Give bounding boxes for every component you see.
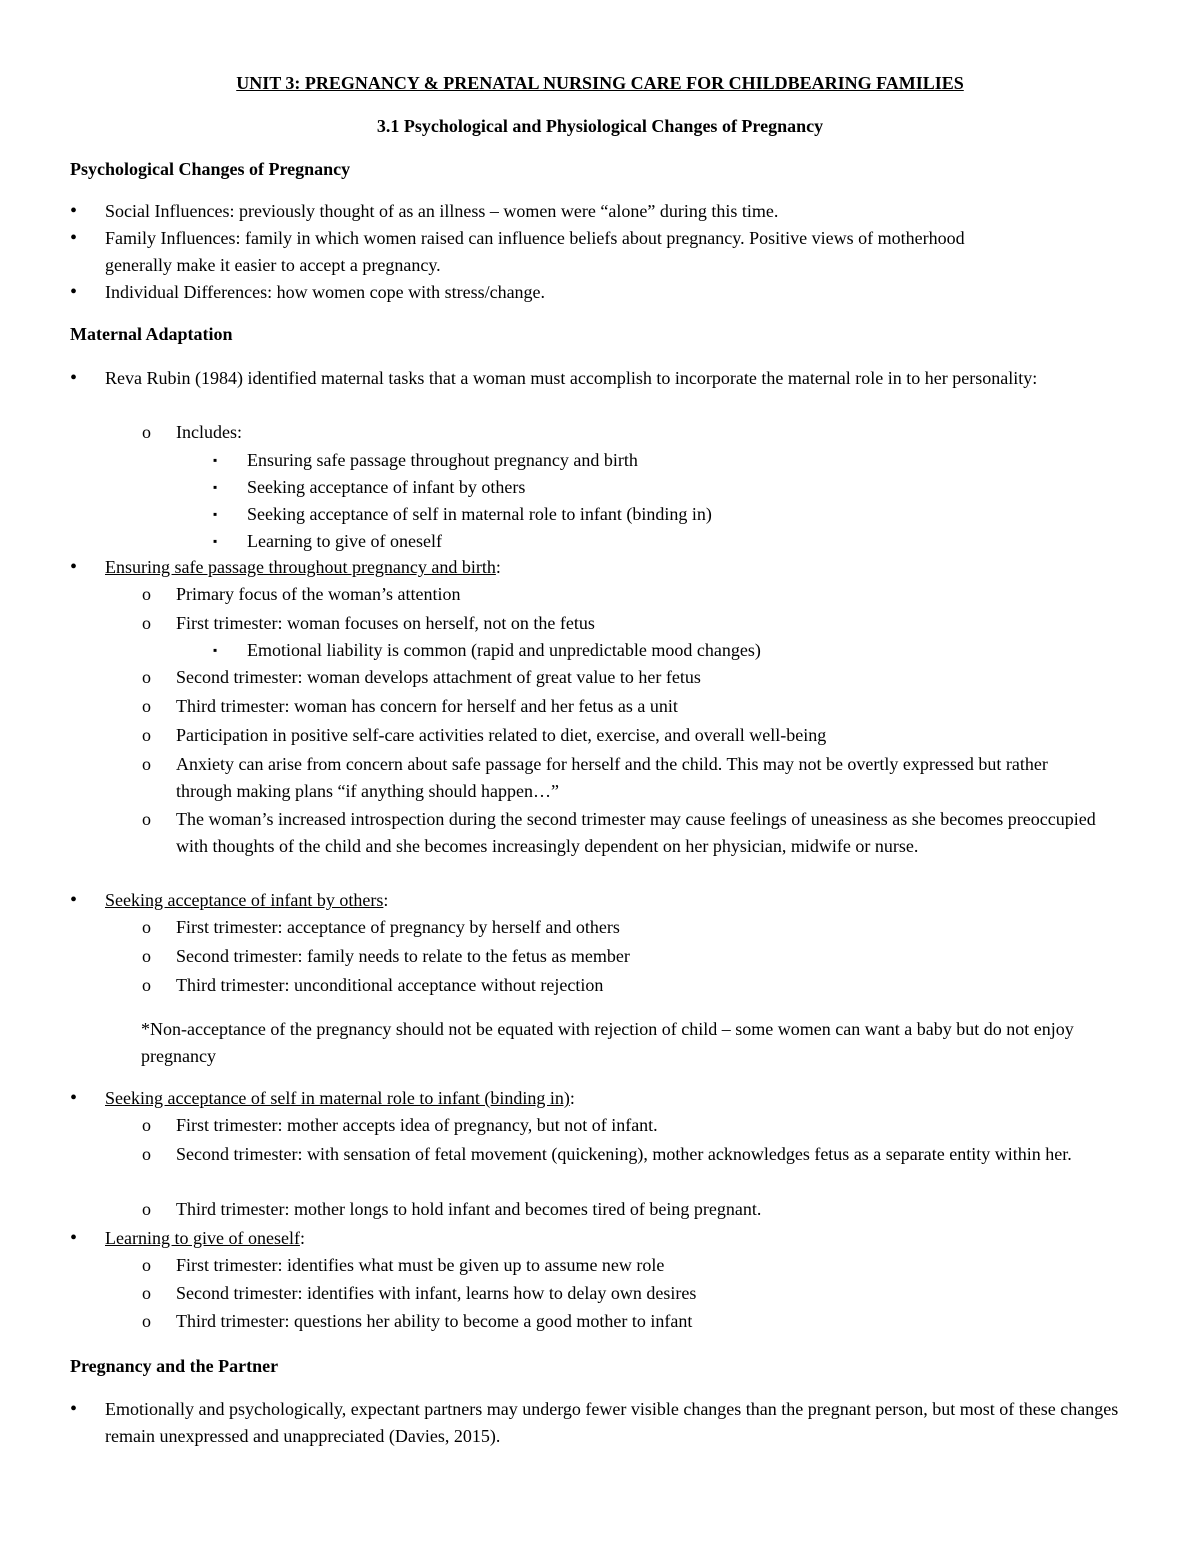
list-item: Social Influences: previously thought of as an illness – women were “alone” during this time.: [105, 201, 779, 221]
list-item: Ensuring safe passage throughout pregnancy and birth: [247, 450, 638, 470]
subheading-give-of-oneself: [105, 1225, 1135, 1252]
circle-bullet-icon: o: [142, 1283, 151, 1303]
bullet-icon: •: [70, 556, 78, 578]
list-item: First trimester: mother accepts idea of pregnancy, but not of infant.: [176, 1115, 658, 1135]
square-bullet-icon: ▪: [213, 480, 218, 494]
list-item: Third trimester: questions her ability to become a good mother to infant: [176, 1311, 693, 1331]
subheading-acceptance-of-infant: [105, 887, 1135, 914]
subheading-safe-passage-text: Ensuring safe passage throughout pregnancy and birth: [105, 557, 496, 577]
colon: :: [299, 1228, 305, 1248]
bullet-icon: •: [70, 367, 78, 389]
list-item: Seeking acceptance of self in maternal role to infant (binding in): [247, 504, 712, 524]
bullet-icon: •: [70, 200, 78, 222]
list-item: Third trimester: woman has concern for herself and her fetus as a unit: [176, 696, 678, 716]
square-bullet-icon: ▪: [213, 507, 218, 521]
list-item: Seeking acceptance of infant by others: [247, 477, 526, 497]
list-item: Includes:: [176, 422, 242, 442]
list-item: Learning to give of oneself: [247, 531, 442, 551]
list-item: Third trimester: unconditional acceptance without rejection: [176, 975, 604, 995]
list-item: Reva Rubin (1984) identified maternal tasks that a woman must accomplish to incorporate the maternal role in to her personality:: [105, 368, 1038, 388]
colon: :: [495, 557, 501, 577]
subheading-acceptance-of-infant-text: Seeking acceptance of infant by others: [105, 890, 384, 910]
list-item: Second trimester: with sensation of fetal movement (quickening), mother acknowledges fetus as a separate entity within her.: [176, 1144, 1072, 1164]
circle-bullet-icon: o: [142, 917, 151, 937]
circle-bullet-icon: o: [142, 613, 151, 633]
list-item: The woman’s increased introspection during the second trimester may cause feelings of uneasiness as she becomes preoccupied with thoughts of the child and she becomes increasingly dependent on her physician, midwife or nurse.: [176, 809, 1096, 856]
list-item: Emotional liability is common (rapid and unpredictable mood changes): [247, 640, 761, 660]
subheading-safe-passage: [105, 554, 1135, 581]
bullet-icon: •: [70, 1227, 78, 1249]
list-item: Participation in positive self-care activities related to diet, exercise, and overall well-being: [176, 725, 827, 745]
list-item: Primary focus of the woman’s attention: [176, 584, 461, 604]
square-bullet-icon: ▪: [213, 643, 218, 657]
circle-bullet-icon: o: [142, 809, 151, 829]
circle-bullet-icon: o: [142, 1311, 151, 1331]
circle-bullet-icon: o: [142, 946, 151, 966]
circle-bullet-icon: o: [142, 667, 151, 687]
subheading-binding-in: [105, 1085, 1135, 1112]
note-non-acceptance: *Non-acceptance of the pregnancy should not be equated with rejection of child – some women can want a baby but do not enjoy pregnancy: [141, 1019, 1074, 1066]
list-item: Emotionally and psychologically, expectant partners may undergo fewer visible changes than the pregnant person, but most of these changes remain unexpressed and unappreciated (Davies, 2015).: [105, 1399, 1119, 1446]
square-bullet-icon: ▪: [213, 534, 218, 548]
circle-bullet-icon: o: [142, 584, 151, 604]
list-item: Individual Differences: how women cope with stress/change.: [105, 282, 546, 302]
circle-bullet-icon: o: [142, 1199, 151, 1219]
list-item: Second trimester: woman develops attachment of great value to her fetus: [176, 667, 701, 687]
list-item: Anxiety can arise from concern about safe passage for herself and the child. This may not be overtly expressed but rather through making plans “if anything should happen…”: [176, 754, 1048, 801]
circle-bullet-icon: o: [142, 725, 151, 745]
list-item: First trimester: identifies what must be given up to assume new role: [176, 1255, 665, 1275]
list-item: Family Influences: family in which women raised can influence beliefs about pregnancy. Positive views of motherhood generally make it easier to accept a pregnancy.: [105, 228, 965, 275]
section-title: 3.1 Psychological and Physiological Changes of Pregnancy: [376, 116, 824, 136]
circle-bullet-icon: o: [142, 1255, 151, 1275]
bullet-icon: •: [70, 227, 78, 249]
colon: :: [569, 1088, 575, 1108]
bullet-icon: •: [70, 1398, 78, 1420]
square-bullet-icon: ▪: [213, 453, 218, 467]
circle-bullet-icon: o: [142, 754, 151, 774]
heading-pregnancy-and-partner: Pregnancy and the Partner: [70, 1356, 279, 1376]
bullet-icon: •: [70, 281, 78, 303]
subheading-binding-in-text: Seeking acceptance of self in maternal role to infant (binding in): [105, 1088, 570, 1108]
list-item: Second trimester: family needs to relate to the fetus as member: [176, 946, 630, 966]
circle-bullet-icon: o: [142, 422, 151, 442]
heading-psychological-changes: Psychological Changes of Pregnancy: [70, 159, 351, 179]
heading-maternal-adaptation: Maternal Adaptation: [70, 324, 233, 344]
circle-bullet-icon: o: [142, 975, 151, 995]
unit-title: UNIT 3: PREGNANCY & PRENATAL NURSING CARE FOR CHILDBEARING FAMILIES: [236, 73, 964, 93]
subheading-give-of-oneself-text: Learning to give of oneself: [105, 1228, 300, 1248]
circle-bullet-icon: o: [142, 1115, 151, 1135]
bullet-icon: •: [70, 889, 78, 911]
list-item: Third trimester: mother longs to hold infant and becomes tired of being pregnant.: [176, 1199, 762, 1219]
circle-bullet-icon: o: [142, 1144, 151, 1164]
list-item: First trimester: acceptance of pregnancy by herself and others: [176, 917, 620, 937]
colon: :: [383, 890, 389, 910]
list-item: First trimester: woman focuses on herself, not on the fetus: [176, 613, 595, 633]
bullet-icon: •: [70, 1087, 78, 1109]
list-item: Second trimester: identifies with infant, learns how to delay own desires: [176, 1283, 697, 1303]
circle-bullet-icon: o: [142, 696, 151, 716]
